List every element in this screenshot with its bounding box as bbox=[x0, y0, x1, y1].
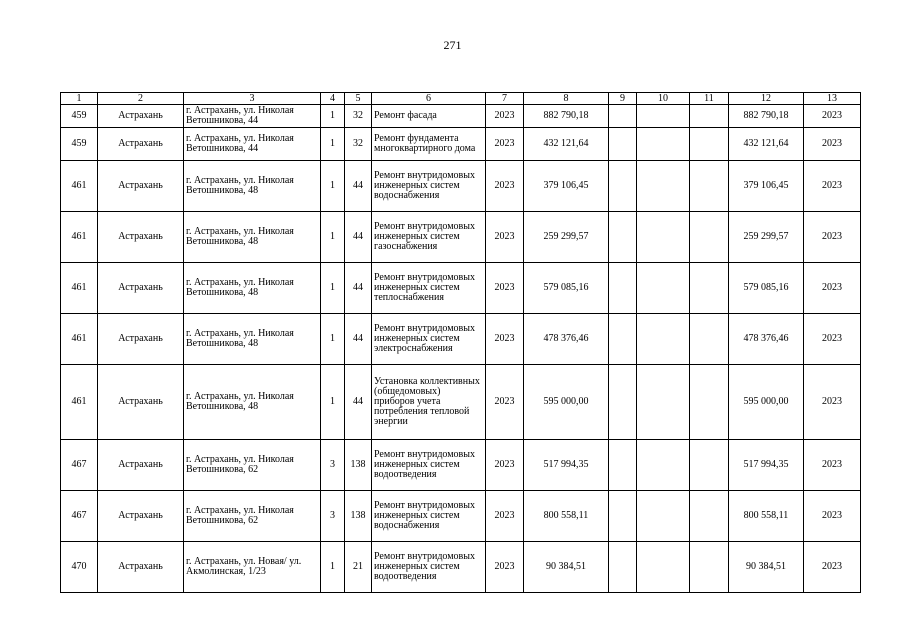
total-cost-cell: 517 994,35 bbox=[729, 440, 804, 491]
row-index-cell: 461 bbox=[61, 314, 98, 365]
completion-year-cell: 2023 bbox=[804, 263, 861, 314]
empty-cell bbox=[609, 263, 637, 314]
table-row bbox=[61, 161, 861, 212]
address-cell: г. Астрахань, ул. Николая Ветошникова, 48 bbox=[184, 314, 321, 365]
city-cell: Астрахань bbox=[98, 314, 184, 365]
table-body bbox=[61, 93, 861, 593]
cost-cell: 90 384,51 bbox=[524, 542, 609, 593]
entrance-count-cell: 1 bbox=[321, 105, 345, 128]
year-cell: 2023 bbox=[486, 491, 524, 542]
empty-cell bbox=[609, 128, 637, 161]
column-header: 9 bbox=[609, 93, 637, 105]
apartment-count-cell: 21 bbox=[345, 542, 372, 593]
row-index-cell: 467 bbox=[61, 440, 98, 491]
row-index-cell: 467 bbox=[61, 491, 98, 542]
year-cell: 2023 bbox=[486, 128, 524, 161]
completion-year-cell: 2023 bbox=[804, 491, 861, 542]
completion-year-cell: 2023 bbox=[804, 365, 861, 440]
work-type-cell: Ремонт внутридомовых инженерных систем водоснабжения bbox=[372, 491, 486, 542]
city-cell: Астрахань bbox=[98, 263, 184, 314]
table-row bbox=[61, 314, 861, 365]
empty-cell bbox=[690, 365, 729, 440]
cost-cell: 579 085,16 bbox=[524, 263, 609, 314]
year-cell: 2023 bbox=[486, 105, 524, 128]
city-cell: Астрахань bbox=[98, 542, 184, 593]
entrance-count-cell: 3 bbox=[321, 440, 345, 491]
cost-cell: 800 558,11 bbox=[524, 491, 609, 542]
cost-cell: 882 790,18 bbox=[524, 105, 609, 128]
row-index-cell: 461 bbox=[61, 212, 98, 263]
empty-cell bbox=[609, 440, 637, 491]
table-row bbox=[61, 491, 861, 542]
year-cell: 2023 bbox=[486, 314, 524, 365]
table-row bbox=[61, 212, 861, 263]
repair-schedule-table bbox=[60, 92, 861, 593]
entrance-count-cell: 1 bbox=[321, 314, 345, 365]
address-cell: г. Астрахань, ул. Николая Ветошникова, 62 bbox=[184, 440, 321, 491]
empty-cell bbox=[637, 365, 690, 440]
work-type-cell: Ремонт внутридомовых инженерных систем газоснабжения bbox=[372, 212, 486, 263]
empty-cell bbox=[637, 128, 690, 161]
entrance-count-cell: 1 bbox=[321, 212, 345, 263]
city-cell: Астрахань bbox=[98, 212, 184, 263]
empty-cell bbox=[690, 440, 729, 491]
completion-year-cell: 2023 bbox=[804, 161, 861, 212]
empty-cell bbox=[690, 105, 729, 128]
year-cell: 2023 bbox=[486, 365, 524, 440]
empty-cell bbox=[637, 161, 690, 212]
empty-cell bbox=[690, 212, 729, 263]
completion-year-cell: 2023 bbox=[804, 542, 861, 593]
total-cost-cell: 595 000,00 bbox=[729, 365, 804, 440]
city-cell: Астрахань bbox=[98, 105, 184, 128]
column-header: 3 bbox=[184, 93, 321, 105]
apartment-count-cell: 32 bbox=[345, 128, 372, 161]
address-cell: г. Астрахань, ул. Николая Ветошникова, 48 bbox=[184, 212, 321, 263]
entrance-count-cell: 1 bbox=[321, 161, 345, 212]
completion-year-cell: 2023 bbox=[804, 212, 861, 263]
row-index-cell: 470 bbox=[61, 542, 98, 593]
empty-cell bbox=[609, 105, 637, 128]
empty-cell bbox=[637, 491, 690, 542]
column-header: 4 bbox=[321, 93, 345, 105]
work-type-cell: Установка коллективных (общедомовых) приборов учета потребления тепловой энергии bbox=[372, 365, 486, 440]
apartment-count-cell: 44 bbox=[345, 263, 372, 314]
year-cell: 2023 bbox=[486, 212, 524, 263]
city-cell: Астрахань bbox=[98, 161, 184, 212]
empty-cell bbox=[690, 314, 729, 365]
cost-cell: 432 121,64 bbox=[524, 128, 609, 161]
year-cell: 2023 bbox=[486, 440, 524, 491]
apartment-count-cell: 138 bbox=[345, 491, 372, 542]
column-header: 11 bbox=[690, 93, 729, 105]
address-cell: г. Астрахань, ул. Николая Ветошникова, 62 bbox=[184, 491, 321, 542]
address-cell: г. Астрахань, ул. Николая Ветошникова, 48 bbox=[184, 365, 321, 440]
work-type-cell: Ремонт внутридомовых инженерных систем электроснабжения bbox=[372, 314, 486, 365]
row-index-cell: 461 bbox=[61, 365, 98, 440]
table-row bbox=[61, 128, 861, 161]
apartment-count-cell: 44 bbox=[345, 365, 372, 440]
empty-cell bbox=[690, 128, 729, 161]
empty-cell bbox=[609, 314, 637, 365]
work-type-cell: Ремонт внутридомовых инженерных систем водоотведения bbox=[372, 440, 486, 491]
column-header: 7 bbox=[486, 93, 524, 105]
apartment-count-cell: 32 bbox=[345, 105, 372, 128]
empty-cell bbox=[637, 105, 690, 128]
entrance-count-cell: 3 bbox=[321, 491, 345, 542]
apartment-count-cell: 138 bbox=[345, 440, 372, 491]
row-index-cell: 461 bbox=[61, 161, 98, 212]
address-cell: г. Астрахань, ул. Николая Ветошникова, 48 bbox=[184, 263, 321, 314]
empty-cell bbox=[690, 491, 729, 542]
year-cell: 2023 bbox=[486, 542, 524, 593]
completion-year-cell: 2023 bbox=[804, 440, 861, 491]
completion-year-cell: 2023 bbox=[804, 105, 861, 128]
empty-cell bbox=[609, 491, 637, 542]
entrance-count-cell: 1 bbox=[321, 365, 345, 440]
empty-cell bbox=[690, 161, 729, 212]
total-cost-cell: 90 384,51 bbox=[729, 542, 804, 593]
empty-cell bbox=[609, 212, 637, 263]
column-number-row bbox=[61, 93, 861, 105]
column-header: 2 bbox=[98, 93, 184, 105]
address-cell: г. Астрахань, ул. Николая Ветошникова, 48 bbox=[184, 161, 321, 212]
apartment-count-cell: 44 bbox=[345, 212, 372, 263]
row-index-cell: 459 bbox=[61, 105, 98, 128]
column-header: 6 bbox=[372, 93, 486, 105]
empty-cell bbox=[609, 542, 637, 593]
empty-cell bbox=[637, 212, 690, 263]
empty-cell bbox=[637, 314, 690, 365]
city-cell: Астрахань bbox=[98, 128, 184, 161]
total-cost-cell: 478 376,46 bbox=[729, 314, 804, 365]
empty-cell bbox=[690, 263, 729, 314]
address-cell: г. Астрахань, ул. Николая Ветошникова, 44 bbox=[184, 105, 321, 128]
year-cell: 2023 bbox=[486, 161, 524, 212]
completion-year-cell: 2023 bbox=[804, 128, 861, 161]
total-cost-cell: 882 790,18 bbox=[729, 105, 804, 128]
city-cell: Астрахань bbox=[98, 440, 184, 491]
address-cell: г. Астрахань, ул. Николая Ветошникова, 44 bbox=[184, 128, 321, 161]
table-row bbox=[61, 365, 861, 440]
total-cost-cell: 259 299,57 bbox=[729, 212, 804, 263]
entrance-count-cell: 1 bbox=[321, 542, 345, 593]
empty-cell bbox=[609, 161, 637, 212]
work-type-cell: Ремонт фундамента многоквартирного дома bbox=[372, 128, 486, 161]
column-header: 12 bbox=[729, 93, 804, 105]
row-index-cell: 459 bbox=[61, 128, 98, 161]
city-cell: Астрахань bbox=[98, 491, 184, 542]
cost-cell: 517 994,35 bbox=[524, 440, 609, 491]
work-type-cell: Ремонт внутридомовых инженерных систем теплоснабжения bbox=[372, 263, 486, 314]
city-cell: Астрахань bbox=[98, 365, 184, 440]
work-type-cell: Ремонт фасада bbox=[372, 105, 486, 128]
column-header: 8 bbox=[524, 93, 609, 105]
table-row bbox=[61, 440, 861, 491]
cost-cell: 259 299,57 bbox=[524, 212, 609, 263]
page-number: 271 bbox=[443, 38, 462, 52]
cost-cell: 379 106,45 bbox=[524, 161, 609, 212]
cost-cell: 478 376,46 bbox=[524, 314, 609, 365]
total-cost-cell: 432 121,64 bbox=[729, 128, 804, 161]
cost-cell: 595 000,00 bbox=[524, 365, 609, 440]
entrance-count-cell: 1 bbox=[321, 128, 345, 161]
row-index-cell: 461 bbox=[61, 263, 98, 314]
column-header: 1 bbox=[61, 93, 98, 105]
column-header: 13 bbox=[804, 93, 861, 105]
total-cost-cell: 800 558,11 bbox=[729, 491, 804, 542]
column-header: 10 bbox=[637, 93, 690, 105]
empty-cell bbox=[690, 542, 729, 593]
total-cost-cell: 579 085,16 bbox=[729, 263, 804, 314]
empty-cell bbox=[637, 440, 690, 491]
empty-cell bbox=[637, 542, 690, 593]
address-cell: г. Астрахань, ул. Новая/ ул. Акмолинская, 1/23 bbox=[184, 542, 321, 593]
work-type-cell: Ремонт внутридомовых инженерных систем водоснабжения bbox=[372, 161, 486, 212]
year-cell: 2023 bbox=[486, 263, 524, 314]
table-row bbox=[61, 542, 861, 593]
entrance-count-cell: 1 bbox=[321, 263, 345, 314]
empty-cell bbox=[637, 263, 690, 314]
completion-year-cell: 2023 bbox=[804, 314, 861, 365]
table-row bbox=[61, 263, 861, 314]
empty-cell bbox=[609, 365, 637, 440]
column-header: 5 bbox=[345, 93, 372, 105]
apartment-count-cell: 44 bbox=[345, 161, 372, 212]
total-cost-cell: 379 106,45 bbox=[729, 161, 804, 212]
table-row bbox=[61, 105, 861, 128]
apartment-count-cell: 44 bbox=[345, 314, 372, 365]
work-type-cell: Ремонт внутридомовых инженерных систем водоотведения bbox=[372, 542, 486, 593]
